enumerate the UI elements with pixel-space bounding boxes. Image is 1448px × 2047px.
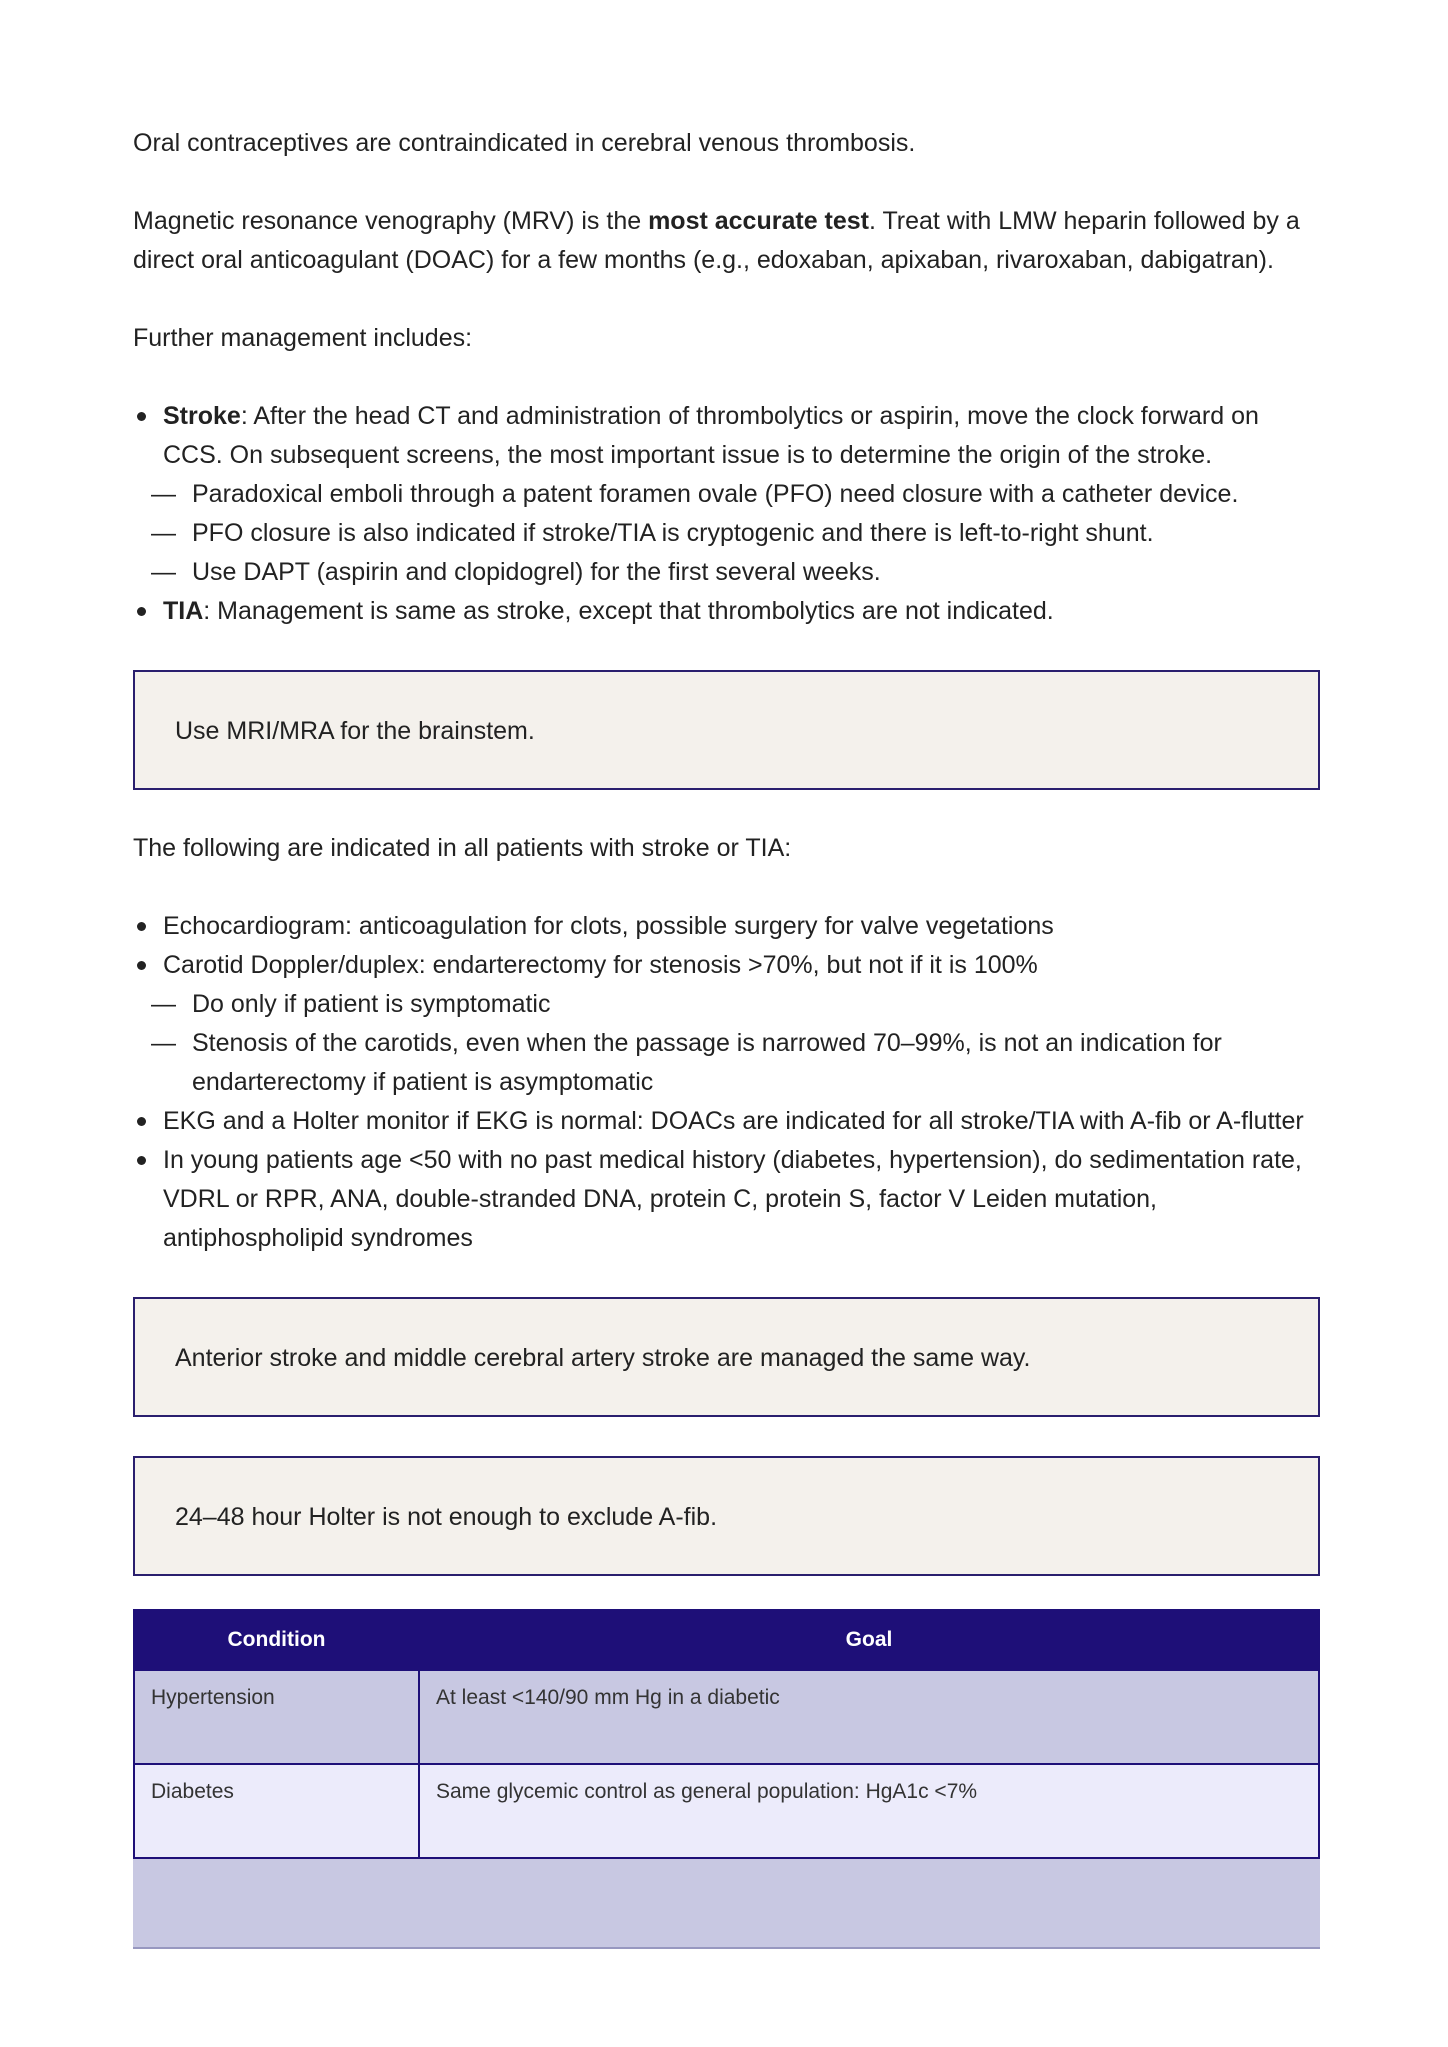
stroke-sublist-container (133, 475, 1320, 592)
sublist-item: — Do only if patient is symptomatic (151, 990, 551, 1018)
list-item-tia (133, 592, 1320, 631)
sublist-item: — Stenosis of the carotids, even when the passage is narrowed 70–99%, is not an indication for endarterectomy if patient is asymptomatic (151, 1029, 1222, 1096)
column-header-goal: Goal (419, 1610, 1319, 1670)
callout-holter (133, 1456, 1320, 1576)
list-item-carotid-doppler: Carotid Doppler/duplex: endarterectomy for stenosis >70%, but not if it is 100% (133, 946, 1320, 985)
sublist-item-text: PFO closure is also indicated if stroke/TIA is cryptogenic and there is left-to-right shunt. (192, 519, 1154, 547)
sublist-item: — Paradoxical emboli through a patent foramen ovale (PFO) need closure with a catheter device. (151, 480, 1239, 508)
stroke-label: Stroke (163, 402, 241, 430)
sublist-item-text: Paradoxical emboli through a patent foramen ovale (PFO) need closure with a catheter device. (192, 480, 1239, 508)
callout-text: 24–48 hour Holter is not enough to exclude A-fib. (175, 1503, 718, 1531)
table-footer-band (133, 1859, 1320, 1949)
sublist-item-text: Stenosis of the carotids, even when the passage is narrowed 70–99%, is not an indication for endarterectomy if patient is asymptomatic (192, 1029, 1222, 1096)
callout-brainstem (133, 670, 1320, 790)
list-item-ekg-holter: EKG and a Holter monitor if EKG is normal: DOACs are indicated for all stroke/TIA with A-fib or A-flutter (133, 1102, 1320, 1141)
sublist-item-text: Do only if patient is symptomatic (192, 990, 551, 1018)
table-header-row (134, 1610, 1319, 1670)
goals-table (133, 1609, 1320, 1859)
table-cell-condition: Diabetes (134, 1764, 419, 1858)
stroke-text: : After the head CT and administration of thrombolytics or aspirin, move the clock forward on CCS. On subsequent screens, the most important issue is to determine the origin of the stroke. (163, 402, 1259, 469)
paragraph-further-management: Further management includes: (133, 324, 473, 352)
stroke-sublist (133, 475, 1320, 592)
mrv-text-end: . Treat with LMW heparin followed by a direct oral anticoagulant (DOAC) for a few months (e.g., edoxaban, apixaban, rivaroxaban, dabigatran). (133, 207, 1300, 274)
mrv-text-start: Magnetic resonance venography (MRV) is the (133, 207, 649, 235)
table-row (134, 1670, 1319, 1764)
table-row (134, 1764, 1319, 1858)
sublist-item: — PFO closure is also indicated if stroke/TIA is cryptogenic and there is left-to-right shunt. (151, 519, 1154, 547)
tia-label: TIA (163, 597, 204, 625)
list-item-young-patients: In young patients age <50 with no past medical history (diabetes, hypertension), do sedimentation rate, VDRL or RPR, ANA, double-stranded DNA, protein C, protein S, factor V Leiden mutation, antiphospholipid syndromes (133, 1141, 1320, 1258)
callout-anterior-stroke (133, 1297, 1320, 1417)
list-item-stroke (133, 397, 1320, 475)
carotid-sublist (133, 985, 1320, 1102)
table-cell-goal: At least <140/90 mm Hg in a diabetic (419, 1670, 1319, 1764)
mrv-emphasis: most accurate test (648, 207, 870, 235)
list-item-echocardiogram: Echocardiogram: anticoagulation for clots, possible surgery for valve vegetations (133, 907, 1320, 946)
table-cell-goal: Same glycemic control as general population: HgA1c <7% (419, 1764, 1319, 1858)
management-list (133, 397, 1320, 631)
table-cell-condition: Hypertension (134, 1670, 419, 1764)
document-page (133, 124, 1320, 1949)
carotid-sublist-container (133, 985, 1320, 1102)
paragraph-indicated-intro: The following are indicated in all patients with stroke or TIA: (133, 834, 792, 862)
sublist-item: — Use DAPT (aspirin and clopidogrel) for the first several weeks. (151, 558, 881, 586)
paragraph-contraceptives: Oral contraceptives are contraindicated in cerebral venous thrombosis. (133, 129, 916, 157)
callout-text: Use MRI/MRA for the brainstem. (175, 717, 535, 745)
column-header-condition: Condition (134, 1610, 419, 1670)
tia-text: : Management is same as stroke, except that thrombolytics are not indicated. (203, 597, 1054, 625)
callout-text: Anterior stroke and middle cerebral artery stroke are managed the same way. (175, 1344, 1031, 1372)
paragraph-mrv (133, 202, 1320, 280)
sublist-item-text: Use DAPT (aspirin and clopidogrel) for the first several weeks. (192, 558, 881, 586)
indicated-list (133, 907, 1320, 1258)
